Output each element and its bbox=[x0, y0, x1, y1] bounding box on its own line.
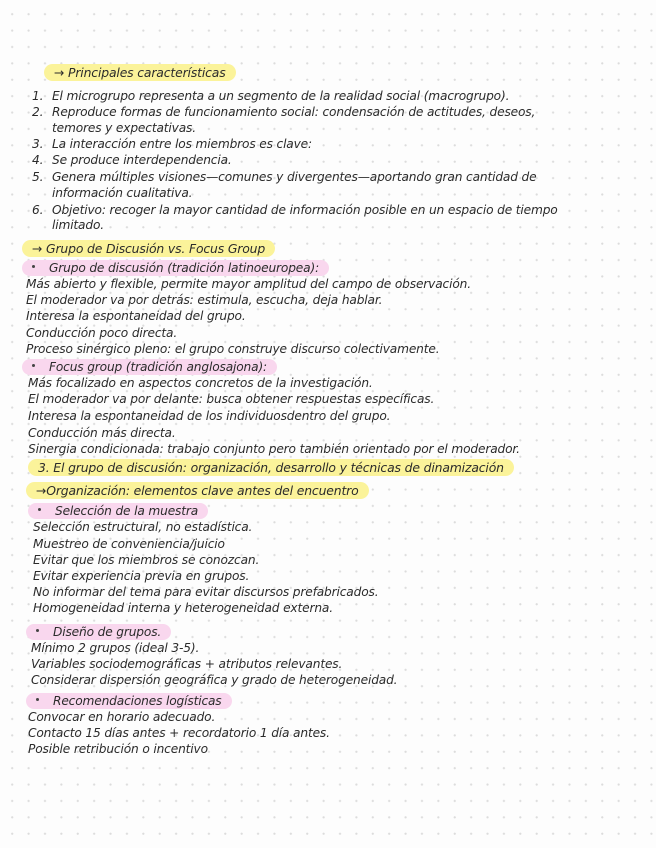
list-item bbox=[32, 137, 312, 152]
text-line: Convocar en horario adecuado. bbox=[28, 710, 216, 724]
list-number: 3. bbox=[32, 137, 44, 151]
list-item bbox=[32, 153, 232, 168]
list-item bbox=[32, 203, 558, 218]
text-line: Proceso sinérgico pleno: el grupo construye discurso colectivamente. bbox=[26, 342, 440, 356]
bullet-icon bbox=[38, 508, 41, 511]
list-item-text: Se produce interdependencia. bbox=[52, 153, 232, 167]
text-line: Considerar dispersión geográfica y grado de heterogeneidad. bbox=[31, 673, 398, 687]
list-item-text: Genera múltiples visiones—comunes y divergentes—aportando gran cantidad de bbox=[52, 170, 537, 184]
text-line: Selección estructural, no estadística. bbox=[33, 520, 253, 534]
subheading-diseno-grupos: Diseño de grupos. bbox=[26, 624, 171, 640]
list-number: 4. bbox=[32, 153, 44, 167]
text-line: Muestreo de conveniencia/juicio bbox=[33, 537, 225, 551]
bullet-icon bbox=[36, 629, 39, 632]
bullet-icon bbox=[36, 698, 39, 701]
text-line: No informar del tema para evitar discursos prefabricados. bbox=[33, 585, 379, 599]
list-number: 1. bbox=[32, 89, 44, 103]
list-number: 2. bbox=[32, 105, 44, 119]
text-line: Conducción más directa. bbox=[28, 426, 176, 440]
list-number: 6. bbox=[32, 203, 44, 217]
text-line: Interesa la espontaneidad del grupo. bbox=[26, 309, 246, 323]
text-line: El moderador va por delante: busca obtener respuestas específicas. bbox=[28, 392, 435, 406]
subheading-grupo-discusion: Grupo de discusión (tradición latinoeuropea): bbox=[22, 260, 329, 276]
subheading-recomendaciones-logisticas: Recomendaciones logísticas bbox=[26, 693, 232, 709]
text-line: Más abierto y flexible, permite mayor amplitud del campo de observación. bbox=[26, 277, 471, 291]
subheading-seleccion-muestra: Selección de la muestra bbox=[28, 503, 208, 519]
list-item bbox=[32, 89, 509, 104]
bullet-icon bbox=[32, 364, 35, 367]
list-item bbox=[32, 170, 537, 185]
text-line: Variables sociodemográficas + atributos relevantes. bbox=[31, 657, 343, 671]
text-line: Homogeneidad interna y heterogeneidad externa. bbox=[33, 601, 333, 615]
text-line: El moderador va por detrás: estimula, escucha, deja hablar. bbox=[26, 293, 383, 307]
text-line: Evitar que los miembros se conozcan. bbox=[33, 553, 260, 567]
list-number: 5. bbox=[32, 170, 44, 184]
text-line: Evitar experiencia previa en grupos. bbox=[33, 569, 250, 583]
text-line: Conducción poco directa. bbox=[26, 326, 178, 340]
list-item-continuation: información cualitativa. bbox=[52, 186, 193, 200]
list-item-text: La interacción entre los miembros es clave: bbox=[52, 137, 312, 151]
text-line: Posible retribución o incentivo bbox=[28, 742, 208, 756]
text-line: Sinergia condicionada: trabajo conjunto pero también orientado por el moderador. bbox=[28, 442, 520, 456]
list-item-text: Objetivo: recoger la mayor cantidad de información posible en un espacio de tiempo bbox=[52, 203, 558, 217]
list-item-continuation: temores y expectativas. bbox=[52, 121, 196, 135]
text-line: Interesa la espontaneidad de los individuosdentro del grupo. bbox=[28, 409, 391, 423]
subheading-focus-group: Focus group (tradición anglosajona): bbox=[22, 359, 277, 375]
heading-grupo-vs-focus: → Grupo de Discusión vs. Focus Group bbox=[22, 240, 275, 257]
list-item-continuation: limitado. bbox=[52, 218, 104, 232]
list-item-text: Reproduce formas de funcionamiento social: condensación de actitudes, deseos, bbox=[52, 105, 536, 119]
text-line: Más focalizado en aspectos concretos de la investigación. bbox=[28, 376, 373, 390]
bullet-icon bbox=[32, 265, 35, 268]
text-line: Mínimo 2 grupos (ideal 3-5). bbox=[31, 641, 200, 655]
list-item-text: El microgrupo representa a un segmento de la realidad social (macrogrupo). bbox=[52, 89, 510, 103]
heading-section-3: 3. El grupo de discusión: organización, desarrollo y técnicas de dinamización bbox=[28, 459, 514, 476]
heading-principales-caracteristicas: → Principales características bbox=[44, 64, 236, 81]
list-item bbox=[32, 105, 535, 120]
text-line: Contacto 15 días antes + recordatorio 1 día antes. bbox=[28, 726, 330, 740]
heading-organizacion: →Organización: elementos clave antes del encuentro bbox=[26, 482, 369, 499]
